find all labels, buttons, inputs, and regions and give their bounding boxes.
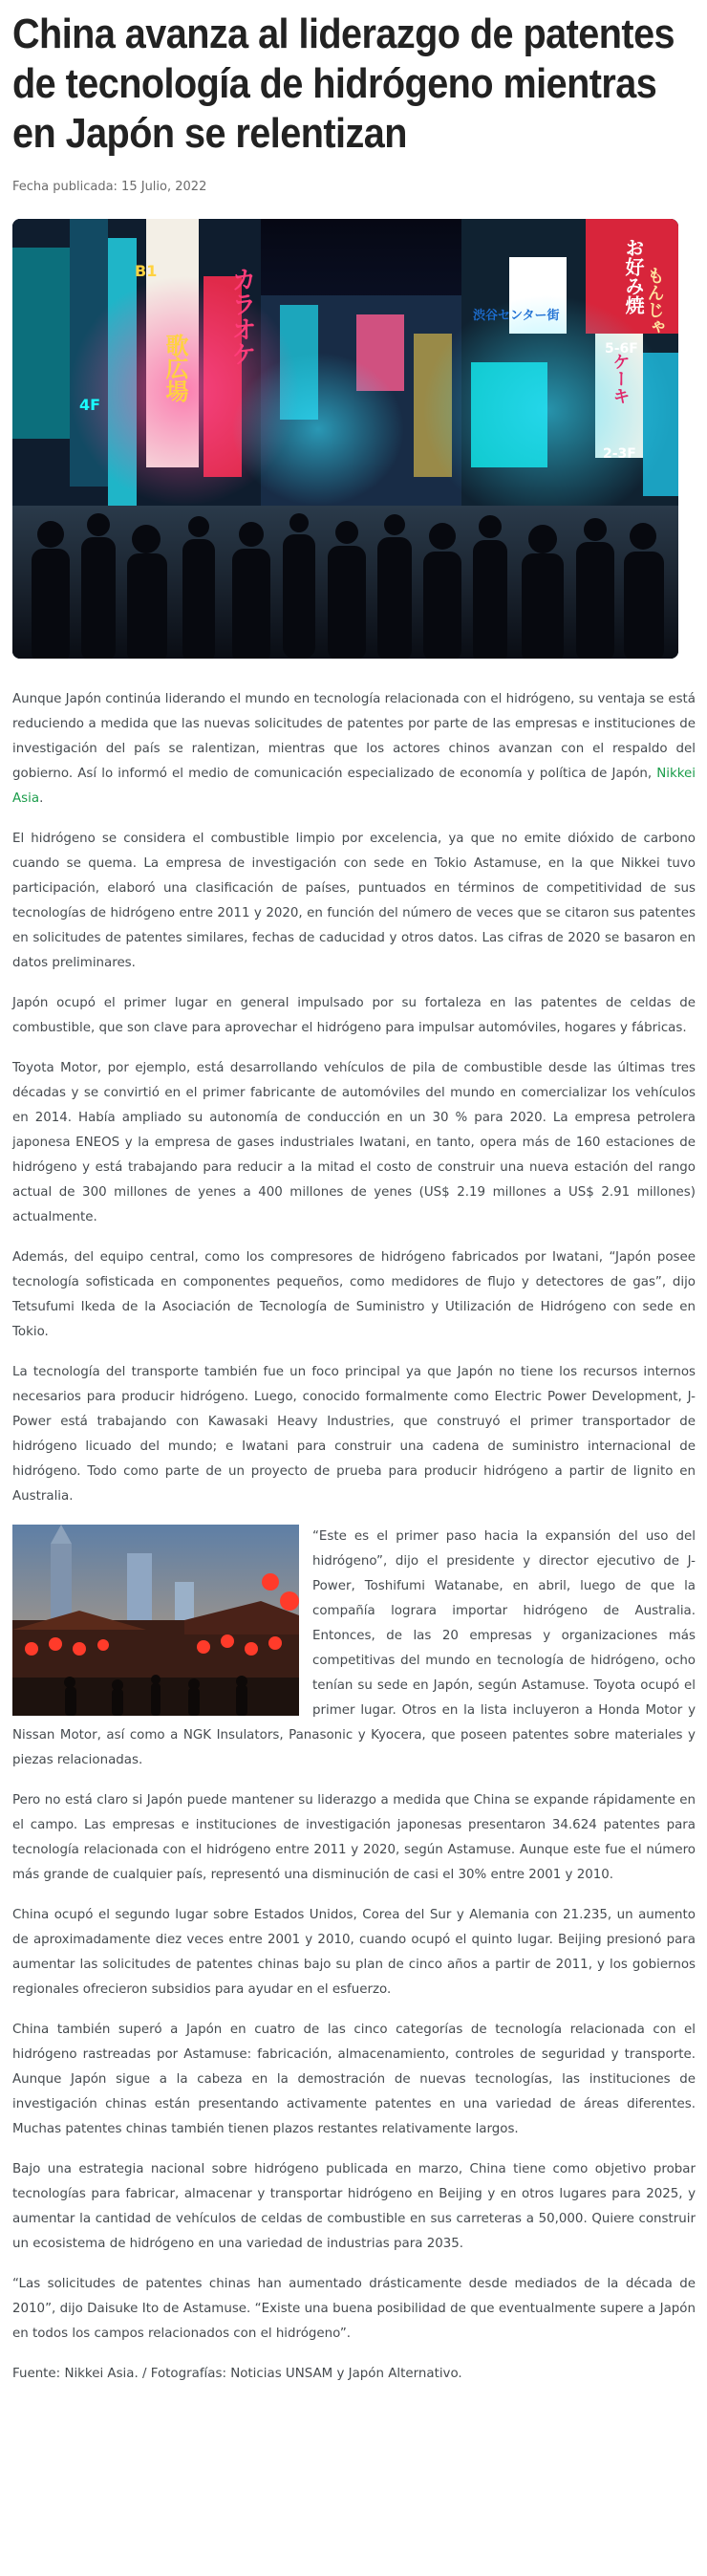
hero-sign-monja: もんじゃ [644, 267, 665, 336]
paragraph-7: “Este es el primer paso hacia la expansión del uso del hidrógeno”, dijo el presidente y director ejecutivo de J-Power, Toshifumi Watanabe, en abril, luego de que la compañía lograra importar hidrógeno de Australia. Entonces, de las 20 empresas y organizaciones más competitivas del mundo en tecnología de hidrógeno, ocho tenían su sede en Japón, según Astamuse. Toyota ocupó el primer lugar. Otros en la lista incluyeron a Honda Motor y Nissan Motor, así como a NGK Insulators, Panasonic y Kyocera, que poseen patentes sobre materiales y piezas relacionadas. [12, 1529, 696, 1767]
hero-sign-utahiroba: 歌広場 [161, 334, 188, 402]
inline-photo-chinese-street [12, 1525, 299, 1716]
hero-photo-tokyo-street [12, 219, 678, 659]
paragraph-12: “Las solicitudes de patentes chinas han aumentado drásticamente desde mediados de la década de 2010”, dijo Daisuke Ito de Astamuse. “Existe una buena posibilidad de que eventualmente supere a Japón en todos los campos relacionados con el hidrógeno”. [12, 2277, 696, 2341]
paragraph-8: Pero no está claro si Japón puede mantener su liderazgo a medida que China se expande rápidamente en el campo. Las empresas e instituciones de investigación japonesas presentaron 34.624 patentes para tecnología relacionada con el hidrógeno entre 2011 y 2020, según Astamuse. Aunque este fue el número más grande de cualquier país, representó una disminución de casi el 30% entre 2001 y 2010. [12, 1793, 696, 1882]
hero-sign-center-gai: 渋谷センター街 [473, 309, 560, 323]
hero-sign-karaoke: カラオケ [227, 267, 256, 366]
hero-sign-floor-4: 4F [79, 396, 101, 414]
paragraph-3: Japón ocupó el primer lugar en general impulsado por su fortaleza en las patentes de celdas de combustible, que son clave para aprovechar el hidrógeno para impulsar automóviles, hogares y fábricas. [12, 996, 696, 1035]
nikkei-asia-link[interactable]: Nikkei Asia [12, 767, 696, 806]
paragraph-4: Toyota Motor, por ejemplo, está desarrollando vehículos de pila de combustible desde las últimas tres décadas y se convirtió en el primer fabricante de automóviles del mundo en comercializar los vehículos en 2014. Había ampliado su autonomía de conducción en un 30 % para 2020. La empresa petrolera japonesa ENEOS y la empresa de gases industriales Iwatani, en tanto, opera más de 160 estaciones de hidrógeno y está trabajando para reducir a la mitad el costo de construir una nueva estación del rango actual de 300 millones de yenes a 400 millones de yenes (US$ 2.19 millones a US$ 2.91 millones) actualmente. [12, 1061, 696, 1224]
article-body [12, 687, 696, 2387]
paragraph-1: Aunque Japón continúa liderando el mundo en tecnología relacionada con el hidrógeno, su ventaja se está reduciendo a medida que las nuevas solicitudes de patentes por parte de las empresas e instituciones de investigación del país se ralentizan, mientras que los actores chinos avanzan con el respaldo del gobierno. Así lo informó el medio de comunicación especializado de economía y política de Japón, Nikkei Asia. [12, 692, 696, 806]
paragraph-5: Además, del equipo central, como los compresores de hidrógeno fabricados por Iwatani, “Japón posee tecnología sofisticada en componentes pequeños, como medidores de flujo y detectores de gas”, dijo Tetsufumi Ikeda de la Asociación de Tecnología de Suministro y Utilización de Hidrógeno con sede en Tokio. [12, 1250, 696, 1339]
hero-sign-okonomiyaki: お好み焼 [622, 238, 645, 314]
paragraph-2: El hidrógeno se considera el combustible limpio por excelencia, ya que no emite dióxido de carbono cuando se quema. La empresa de investigación con sede en Tokio Astamuse, en la que Nikkei tuvo participación, elaboró una clasificación de países, puntuados en términos de competitividad de sus tecnologías de hidrógeno entre 2011 y 2020, en función del número de veces que se citaron sus patentes en solicitudes de patentes similares, fechas de caducidad y otros datos. Las cifras de 2020 se basaron en datos preliminares. [12, 832, 696, 970]
article-page [0, 10, 707, 2387]
paragraph-11: Bajo una estrategia nacional sobre hidrógeno publicada en marzo, China tiene como objetivo probar tecnologías para fabricar, almacenar y transportar hidrógeno en Beijing y en otros lugares para 2025, y aumentar la cantidad de vehículos de celdas de combustible en sus carreteras a 50,000. Quiere construir un ecosistema de hidrógeno en una variedad de industrias para 2035. [12, 2162, 696, 2251]
paragraph-9: China ocupó el segundo lugar sobre Estados Unidos, Corea del Sur y Alemania con 21.235, un aumento de aproximadamente diez veces entre 2001 y 2010, cuando ocupó el quinto lugar. Beijing presionó para aumentar las solicitudes de patentes chinas bajo su plan de cinco años a partir de 2011, y los gobiernos regionales ofrecieron subsidios para ayudar en el esfuerzo. [12, 1908, 696, 1997]
article-title: China avanza al liderazgo de patentes de tecnología de hidrógeno mientras en Japón se relentizan [12, 11, 675, 157]
hero-sign-floor-23: 2-3F [603, 446, 636, 462]
paragraph-6: La tecnología del transporte también fue un foco principal ya que Japón no tiene los recursos internos necesarios para producir hidrógeno. Luego, conocido formalmente como Electric Power Development, J-Power está trabajando con Kawasaki Heavy Industries, que construyó el primer transportador de hidrógeno licuado del mundo; e Iwatani para construir una cadena de suministro internacional de hidrógeno. Todo como parte de un proyecto de prueba para producir hidrógeno a partir de lignito en Australia. [12, 1365, 696, 1504]
source-credits: Fuente: Nikkei Asia. / Fotografías: Noticias UNSAM y Japón Alternativo. [12, 2367, 462, 2381]
hero-sign-b1: B1 [135, 262, 158, 280]
hero-sign-cake: ケーキ [610, 353, 631, 404]
publish-date: Fecha publicada: 15 Julio, 2022 [12, 180, 207, 194]
hero-sign-floor-56: 5-6F [605, 341, 638, 357]
paragraph-10: China también superó a Japón en cuatro de las cinco categorías de tecnología relacionada con el hidrógeno rastreadas por Astamuse: fabricación, almacenamiento, controles de seguridad y transporte. Aunque Japón sigue a la cabeza en la demostración de nuevas tecnologías, las instituciones de investigación chinas están presentando activamente patentes en una variedad de áreas diferentes. Muchas patentes chinas también tienen plazos restantes relativamente largos. [12, 2023, 696, 2136]
